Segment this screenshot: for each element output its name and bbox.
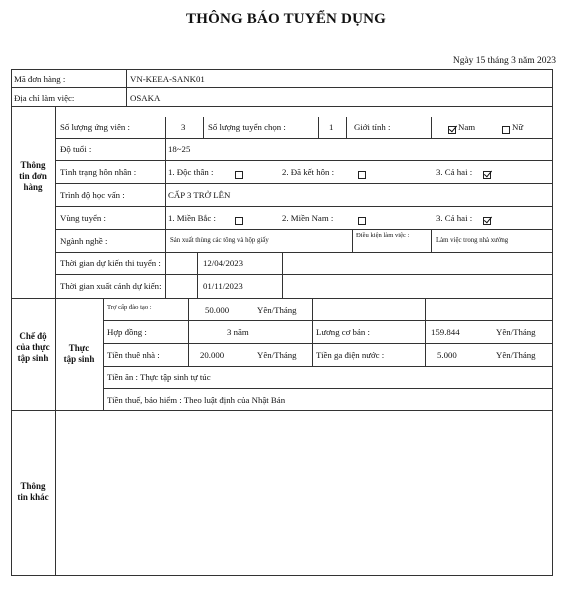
work-location-label: Địa chỉ làm việc: — [14, 93, 75, 103]
marital-label: Tình trạng hôn nhân : — [60, 167, 137, 177]
notice-date: Ngày 15 tháng 3 năm 2023 — [452, 56, 556, 66]
base-salary-value: 159.844 — [431, 327, 460, 337]
base-salary-label: Lương cơ bản : — [316, 327, 370, 337]
trainee-label: Thực tập sinh — [63, 343, 95, 364]
region-south-checkbox[interactable] — [358, 211, 366, 229]
housing-unit: Yên/Tháng — [257, 350, 297, 360]
marital-option-married: 2. Đã kết hôn : — [282, 167, 335, 177]
training-allowance-unit: Yên/Tháng — [257, 305, 297, 315]
gender-male-label: Nam — [458, 122, 476, 132]
age-label: Độ tuổi : — [60, 144, 92, 154]
candidates-value: 3 — [181, 122, 186, 132]
meals-text: Tiền ăn : Thực tập sinh tự túc — [107, 372, 211, 382]
region-north-checkbox[interactable] — [235, 211, 243, 229]
education-value: CẤP 3 TRỞ LÊN — [168, 190, 231, 200]
base-salary-unit: Yên/Tháng — [496, 327, 536, 337]
housing-label: Tiền thuê nhà : — [107, 350, 160, 360]
candidates-label: Số lượng ứng viên : — [60, 122, 130, 132]
contract-label: Hợp đồng : — [107, 327, 147, 337]
region-both-checkbox[interactable] — [483, 211, 491, 229]
education-label: Trình độ học vấn : — [60, 190, 125, 200]
order-code-label: Mã đơn hàng : — [14, 74, 66, 84]
section-benefits: Chế độ của thực tập sinh — [16, 331, 50, 363]
departure-date-value: 01/11/2023 — [203, 281, 243, 291]
region-label: Vùng tuyển : — [60, 213, 106, 223]
conditions-value: Làm việc trong nhà xưởng — [436, 237, 509, 244]
region-option-both: 3. Cả hai : — [436, 213, 473, 223]
marital-married-checkbox[interactable] — [358, 165, 366, 183]
page-title: THÔNG BÁO TUYỂN DỤNG — [186, 11, 386, 27]
gender-female-checkbox[interactable] — [502, 120, 510, 138]
contract-value: 3 năm — [227, 327, 249, 337]
selected-value: 1 — [329, 122, 334, 132]
work-location-value: OSAKA — [130, 93, 161, 103]
conditions-label: Điều kiện làm việc : — [356, 232, 410, 239]
utilities-value: 5.000 — [437, 350, 457, 360]
age-value: 18~25 — [168, 144, 191, 154]
exam-date-value: 12/04/2023 — [203, 258, 244, 268]
gender-male-checkbox[interactable] — [448, 120, 456, 138]
order-code-value: VN-KEEA-SANK01 — [130, 74, 205, 84]
housing-value: 20.000 — [200, 350, 225, 360]
utilities-label: Tiền ga điện nước : — [316, 350, 385, 360]
marital-both-checkbox[interactable] — [483, 165, 491, 183]
exam-date-label: Thời gian dự kiến thi tuyển : — [60, 258, 161, 268]
utilities-unit: Yên/Tháng — [496, 350, 536, 360]
tax-insurance-text: Tiền thuế, bảo hiểm : Theo luật định của Nhật Bản — [107, 395, 286, 405]
other-info-area[interactable] — [56, 411, 552, 575]
gender-label: Giới tính : — [354, 122, 391, 132]
industry-value: Sản xuất thùng các tông và hộp giấy — [170, 237, 269, 244]
industry-label: Ngành nghề : — [60, 236, 108, 246]
gender-female-label: Nữ — [512, 122, 524, 132]
marital-option-single: 1. Độc thân : — [168, 167, 214, 177]
selected-label: Số lượng tuyển chọn : — [208, 122, 286, 132]
section-other-info: Thông tin khác — [17, 481, 49, 502]
marital-single-checkbox[interactable] — [235, 165, 243, 183]
training-allowance-label: Trợ cấp đào tạo : — [107, 304, 152, 311]
section-order-info: Thông tin đơn hàng — [19, 160, 47, 192]
training-allowance-value: 50.000 — [205, 305, 230, 315]
region-option-north: 1. Miền Bắc : — [168, 213, 216, 223]
marital-option-both: 3. Cả hai : — [436, 167, 473, 177]
departure-date-label: Thời gian xuất cảnh dự kiến: — [60, 281, 162, 291]
region-option-south: 2. Miền Nam : — [282, 213, 334, 223]
